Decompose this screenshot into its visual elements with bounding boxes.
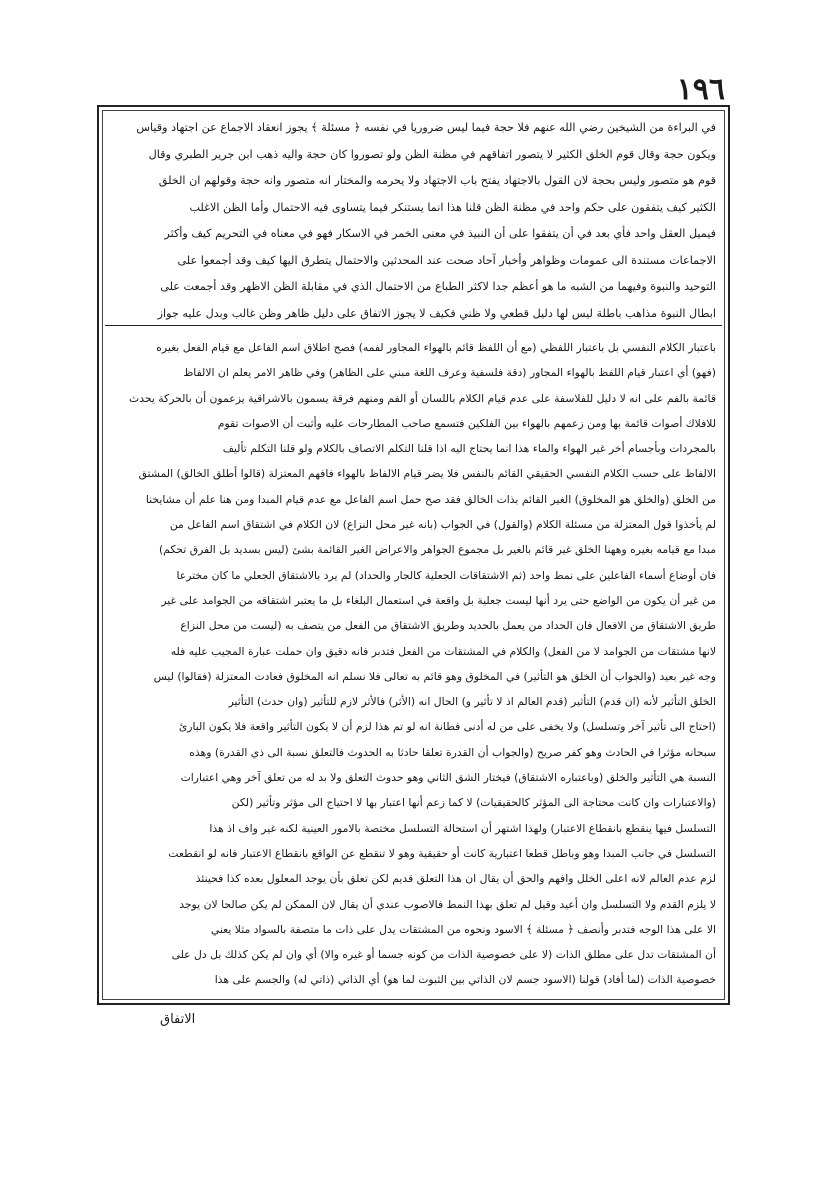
text-line: قوم هو متصور وليس بحجة لان القول بالاجتهاد يفتح باب الاجتهاد ولا يحرمه والمختار انه متصور وانه حجة وقولهم ان الخلق xyxy=(158,174,716,187)
text-line: من الخلق (والخلق هو المخلوق) الغير القائم بذات الخالق فقد صح حمل اسم الفاعل مع عدم قيام المبدا ومن هنا علم أن مشايخنا xyxy=(145,492,716,506)
text-line: التسلسل فيها ينقطع بانقطاع الاعتبار) ولهذا اشتهر أن استحالة التسلسل مختصة بالامور العينية لكنه غير واف اذ هذا xyxy=(209,821,716,835)
text-line: (احتاج الى تأثير آخر وتسلسل) ولا يخفى على من له أدنى فطانة انه لو تم هذا لزم أن لا يكون التأثير واقعة فلا يكون البارئ xyxy=(178,720,716,734)
text-line: لانها مشتقات من الجوامد لا من الفعل) والكلام في المشتقات من الفعل فتدبر فانه دقيق وان حملت عبارة المجيب عليه فله xyxy=(170,644,716,658)
text-line: لزم عدم العالم لانه اعلى الخلل وافهم والحق أن يقال ان هذا التعلق قديم لكن تعلق بأن يوجد المعلول بعده كذا فحينئذ xyxy=(195,872,716,886)
text-line: في البراءة من الشيخين رضي الله عنهم فلا حجة فيما ليس ضروريا في نفسه ﴿ مسئلة ﴾ يجوز انعقاد الاجماع عن اجتهاد وقياس xyxy=(136,121,716,134)
text-line: التسلسل في جانب المبدا وهو وباطل قطعا اعتبارية كانت أو حقيقية وهو لا تنقطع عن الواقع بانقطاع الاعتبار فانه لو انقطعت xyxy=(168,846,716,860)
page-number: ١٩٦ xyxy=(676,72,725,107)
text-line: فان أوضاع أسماء الفاعلين على نمط واحد (ثم الاشتقاقات الجعلية كالجار والحداد) لم يرد بالاشتقاق الجعلي ما كان مخترعا xyxy=(176,568,716,582)
page-frame xyxy=(97,105,730,1005)
top-text-section xyxy=(111,115,716,325)
text-line: التوحيد والنبوة وفيهما من الشبه ما هو أعظم جدا لاكثر الطباع من الاحتمال الذي في مقابلة الظن الاظهر وقد أجمعت على xyxy=(160,280,716,293)
text-line: النسبة هي التأثير والخلق (وباعتباره الاشتقاق) فيختار الشق الثاني وهو حدوث التعلق ولا بد له من تعلق آخر وهي اعتبارات xyxy=(180,771,716,785)
text-line: قائمة بالفم على انه لا دليل للفلاسفة على عدم قيام الكلام باللسان أو الفم ومنهم فرقة يسمون بالاشراقية يزعمون أن بالحركة يحدث xyxy=(129,391,716,405)
text-line: (والاعتبارات وان كانت محتاجة الى المؤثر كالحقيقيات) لا كما زعم أنها اعتبار بها لا احتياج الى مؤثر وتأثير (لكن xyxy=(231,796,716,810)
text-line: طريق الاشتقاق من الافعال فان الحداد من يعمل بالحديد وطريق الاشتقاق من الفعل من يتصف به (ليست من محل النزاع xyxy=(180,619,716,633)
text-line: باعتبار الكلام النفسي بل باعتبار اللفظي (مع أن اللفظ قائم بالهواء المجاور لفمه) فصح اطلاق اسم الفاعل مع قيام الفعل بغيره xyxy=(156,341,716,354)
text-line: أن المشتقات تدل على مطلق الذات (لا على خصوصية الذات من كونه جسما أو غيره والا) أي وان لم يكن كذلك بل دل على xyxy=(171,948,716,962)
text-line: الكثير كيف يتفقون على حكم واحد في مظنة الظن قلنا هذا انما يستنكر فيما يتساوى فيه الاحتمال وأما الظن الاغلب xyxy=(189,200,716,214)
text-line: لم يأخذوا قول المعتزلة من مسئلة الكلام (والقول) في الجواب (بانه غير محل النزاع) لان الكلام في اشتقاق اسم الفاعل من xyxy=(169,518,716,532)
text-line: وجه غير بعيد (والجواب أن الخلق هو التأثير) في المخلوق وهو قائم به تعالى فلا نسلم انه المخلوق فعادت المعتزلة (فقالوا) ليس xyxy=(153,669,716,683)
text-line: (فهو) أي اعتبار قيام اللفظ بالهواء المجاور (دقة فلسفية وعرف اللغة مبني على الظاهر) وفي ظاهر الامر يعلم ان الالفاظ xyxy=(183,366,716,380)
catchword: الاتفاق xyxy=(160,1012,196,1027)
section-divider xyxy=(105,325,722,326)
text-line: فيميل العقل واحد فأي بعد في أن يتفقوا على أن النبيذ في معنى الخمر في الاسكار فهو في معناه في التحريم كيف وأكثر xyxy=(164,227,716,240)
text-line: من غير أن يكون من الواضع حتى يرد أنها ليست جعلية بل واقعة في استعمال البلغاء بل ما يعتبر اشتقاقه من الجوامد على غير xyxy=(161,593,716,607)
text-line: مبدا مع قيامه بغيره وههنا الخلق غير قائم بالغير بل مجموع الجواهر والاعراض الغير القائمة بشئ (ليس بسديد بل الفرق تحكم) xyxy=(158,543,716,557)
main-text-section xyxy=(111,335,716,995)
text-line: الخلق التأثير لأنه (ان قدم) التأثير (قدم العالم اذ لا تأثير و) الحال انه (الأثر) فالأثر لازم للتأثير (وان حدث) التأثير xyxy=(228,695,716,709)
text-line: الالفاظ على حسب الكلام النفسي الحقيقي القائم بالنفس فلا يضر قيام الالفاظ بالهواء فافهم المعتزلة (قالوا أطلق الخالق) المشتق xyxy=(138,467,716,481)
text-line: سبحانه مؤثرا في الحادث وهو كفر صريح (والجواب أن القدرة تعلقا حادثا به الحدوث فالتعلق نسبة الى ذي القدرة) وهذه xyxy=(189,745,716,759)
text-line: الا على هذا الوجه فتدبر وأنصف ﴿ مسئلة ﴾ الاسود ونحوه من المشتقات يدل على ذات ما متصفة بالسواد مثلا يعني xyxy=(210,922,716,936)
text-line: الاجماعات مستندة الى عمومات وظواهر وأخبار آحاد صحت عند المحدثين والاحتمال يتطرق اليها كيف وقد أجمعوا على xyxy=(177,253,716,267)
text-line: ابطال النبوة مذاهب باطلة ليس لها دليل قطعي ولا ظني فكيف لا يجوز الاتفاق على دليل ظاهر وظن غالب وبدل عليه جواز xyxy=(157,306,716,320)
text-line: ويكون حجة وقال قوم الخلق الكثير لا يتصور اتفاقهم في مظنة الظن ولو تصوروا كان حجة واليه ذهب ابن جرير الطبري وقال xyxy=(148,147,716,161)
text-line: لا يلزم القدم ولا التسلسل وان أعيد وقيل لم تعلق بهذا النمط فالاصوب عندي أن يقال لان الممكن لم يكن صالحا لان يوجد xyxy=(179,897,716,911)
text-line: للافلاك أصوات قائمة بها ومن زعمهم بالهواء بين الفلكين فتسمع صاحب المطارحات عليه وأثبت أن الاصوات تقوم xyxy=(217,416,716,430)
text-line: خصوصية الذات (لما أفاد) قولنا (الاسود جسم لان الذاتي بين الثبوت لما هو) أي الذاتي (ذاتي له) والجسم على هذا xyxy=(214,973,716,987)
text-line: بالمجردات وبأجسام أخر غير الهواء والماء هذا انما يحتاج اليه اذا قلنا التكلم الاتصاف بالكلام ولو قلنا التكلم تأليف xyxy=(222,442,716,456)
